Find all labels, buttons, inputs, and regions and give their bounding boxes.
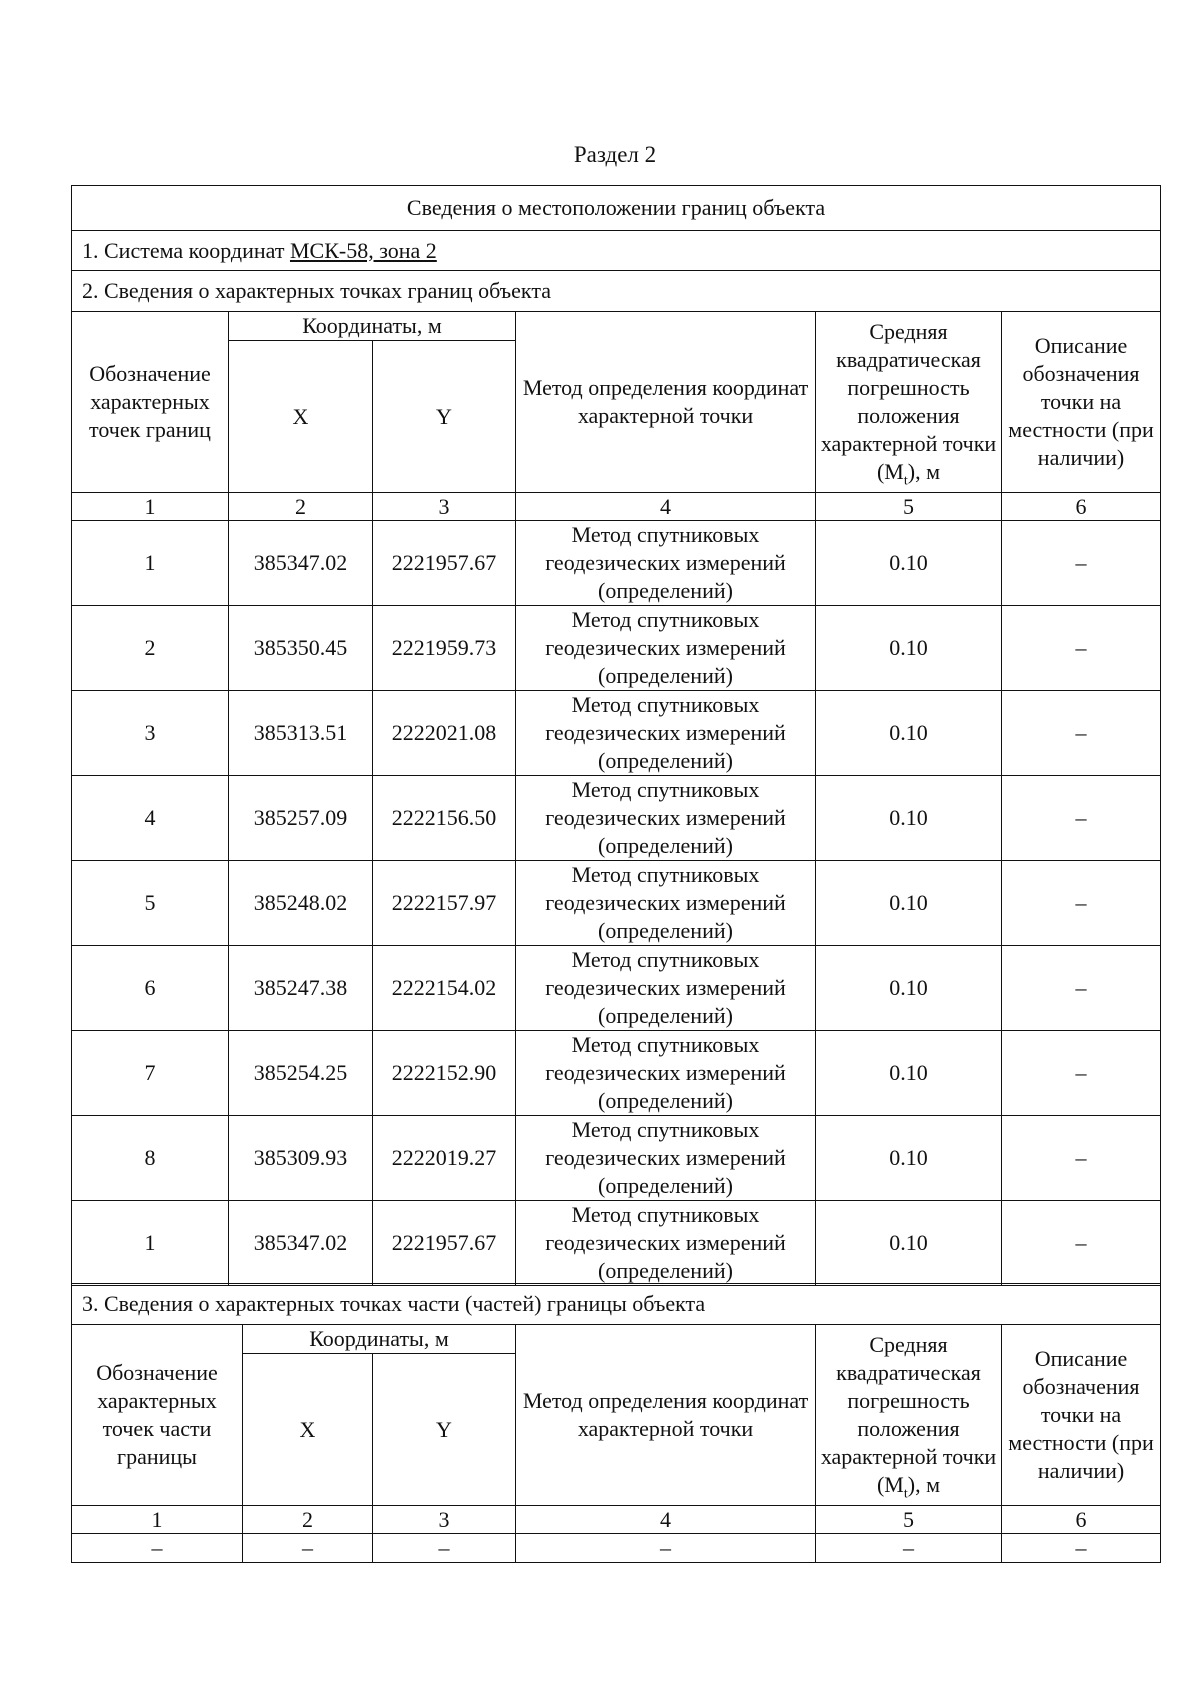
point-designation-cell: 1: [72, 1201, 229, 1286]
description-cell: –: [1002, 946, 1161, 1031]
point-designation-cell: 4: [72, 776, 229, 861]
column-number: 5: [816, 493, 1002, 521]
header-error: [816, 1325, 1002, 1506]
header-description: Описание обозначения точки на местности (при наличии): [1002, 312, 1161, 493]
description-cell: –: [1002, 1116, 1161, 1201]
header-error-subscript: t: [903, 473, 908, 489]
header-method: Метод определения координат характерной точки: [516, 312, 816, 493]
table-row: [72, 691, 1161, 776]
error-cell: 0.10: [816, 776, 1002, 861]
header-x: X: [229, 341, 373, 493]
table-row: [72, 1116, 1161, 1201]
method-cell: Метод спутниковых геодезических измерений (определений): [516, 606, 816, 691]
header-x: X: [243, 1354, 373, 1506]
x-coordinate-cell: 385313.51: [229, 691, 373, 776]
method-cell: Метод спутниковых геодезических измерений (определений): [516, 1116, 816, 1201]
table-row: [72, 1031, 1161, 1116]
table-row: [72, 521, 1161, 606]
table-row: [72, 861, 1161, 946]
point-designation-cell: 7: [72, 1031, 229, 1116]
y-coordinate-cell: 2221957.67: [373, 521, 516, 606]
description-cell: –: [1002, 691, 1161, 776]
y-coordinate-cell: 2221959.73: [373, 606, 516, 691]
column-number: 4: [516, 1506, 816, 1534]
column-number: 6: [1002, 493, 1161, 521]
error-cell: 0.10: [816, 861, 1002, 946]
method-cell: Метод спутниковых геодезических измерений (определений): [516, 776, 816, 861]
y-coordinate-cell: –: [373, 1534, 516, 1563]
part-section-title: 3. Сведения о характерных точках части (частей) границы объекта: [72, 1284, 1161, 1325]
column-number: 3: [373, 493, 516, 521]
header-coordinates: Координаты, м: [243, 1325, 516, 1354]
column-number: 6: [1002, 1506, 1161, 1534]
header-designation: Обозначение характерных точек части границы: [72, 1325, 243, 1506]
x-coordinate-cell: 385248.02: [229, 861, 373, 946]
header-error-tail: ), м: [907, 459, 941, 484]
x-coordinate-cell: 385309.93: [229, 1116, 373, 1201]
error-cell: 0.10: [816, 1201, 1002, 1286]
table-row: [72, 606, 1161, 691]
error-cell: 0.10: [816, 691, 1002, 776]
column-number: 4: [516, 493, 816, 521]
part-boundary-points-table: [71, 1283, 1161, 1563]
table-row: [72, 1201, 1161, 1286]
coordinate-system-value: МСК-58, зона 2: [289, 237, 437, 263]
point-designation-cell: –: [72, 1534, 243, 1563]
column-numbers-row: [72, 1506, 1161, 1534]
method-cell: Метод спутниковых геодезических измерений (определений): [516, 1031, 816, 1116]
column-numbers-row: [72, 493, 1161, 521]
point-designation-cell: 8: [72, 1116, 229, 1201]
column-number: 5: [816, 1506, 1002, 1534]
header-y: Y: [373, 1354, 516, 1506]
point-designation-cell: 3: [72, 691, 229, 776]
method-cell: Метод спутниковых геодезических измерений (определений): [516, 946, 816, 1031]
x-coordinate-cell: 385254.25: [229, 1031, 373, 1116]
y-coordinate-cell: 2222019.27: [373, 1116, 516, 1201]
header-coordinates: Координаты, м: [229, 312, 516, 341]
y-coordinate-cell: 2222154.02: [373, 946, 516, 1031]
x-coordinate-cell: 385347.02: [229, 521, 373, 606]
description-cell: –: [1002, 606, 1161, 691]
method-cell: –: [516, 1534, 816, 1563]
error-cell: 0.10: [816, 946, 1002, 1031]
header-method: Метод определения координат характерной точки: [516, 1325, 816, 1506]
method-cell: Метод спутниковых геодезических измерений (определений): [516, 691, 816, 776]
point-designation-cell: 6: [72, 946, 229, 1031]
column-number: 3: [373, 1506, 516, 1534]
table-row: [72, 946, 1161, 1031]
y-coordinate-cell: 2221957.67: [373, 1201, 516, 1286]
coordinate-system-row: [72, 231, 1161, 271]
y-coordinate-cell: 2222152.90: [373, 1031, 516, 1116]
table-row: [72, 1534, 1161, 1563]
x-coordinate-cell: 385257.09: [229, 776, 373, 861]
point-designation-cell: 5: [72, 861, 229, 946]
description-cell: –: [1002, 776, 1161, 861]
method-cell: Метод спутниковых геодезических измерений (определений): [516, 861, 816, 946]
header-designation: Обозначение характерных точек границ: [72, 312, 229, 493]
description-cell: –: [1002, 521, 1161, 606]
description-cell: –: [1002, 1201, 1161, 1286]
point-designation-cell: 1: [72, 521, 229, 606]
section-title: Раздел 2: [573, 142, 657, 167]
header-y: Y: [373, 341, 516, 493]
header-error: [816, 312, 1002, 493]
error-cell: 0.10: [816, 521, 1002, 606]
error-cell: 0.10: [816, 606, 1002, 691]
y-coordinate-cell: 2222157.97: [373, 861, 516, 946]
header-error-tail: ), м: [907, 1472, 941, 1497]
header-description: Описание обозначения точки на местности (при наличии): [1002, 1325, 1161, 1506]
description-cell: –: [1002, 1031, 1161, 1116]
description-cell: –: [1002, 861, 1161, 946]
y-coordinate-cell: 2222156.50: [373, 776, 516, 861]
error-cell: 0.10: [816, 1031, 1002, 1116]
header-error-subscript: t: [903, 1486, 908, 1502]
x-coordinate-cell: 385350.45: [229, 606, 373, 691]
error-cell: 0.10: [816, 1116, 1002, 1201]
x-coordinate-cell: –: [243, 1534, 373, 1563]
column-number: 1: [72, 493, 229, 521]
x-coordinate-cell: 385247.38: [229, 946, 373, 1031]
description-cell: –: [1002, 1534, 1161, 1563]
error-cell: –: [816, 1534, 1002, 1563]
column-number: 1: [72, 1506, 243, 1534]
method-cell: Метод спутниковых геодезических измерений (определений): [516, 521, 816, 606]
header-error-text: Средняя квадратическая погрешность положения характерной точки (M: [820, 319, 997, 484]
point-designation-cell: 2: [72, 606, 229, 691]
table-row: [72, 776, 1161, 861]
coordinate-system-label: 1. Система координат: [82, 237, 290, 263]
column-number: 2: [243, 1506, 373, 1534]
y-coordinate-cell: 2222021.08: [373, 691, 516, 776]
method-cell: Метод спутниковых геодезических измерений (определений): [516, 1201, 816, 1286]
boundary-points-table: [71, 185, 1161, 1286]
document-heading: Сведения о местоположении границ объекта: [72, 186, 1161, 231]
column-number: 2: [229, 493, 373, 521]
x-coordinate-cell: 385347.02: [229, 1201, 373, 1286]
points-section-title: 2. Сведения о характерных точках границ объекта: [72, 271, 1161, 312]
header-error-text: Средняя квадратическая погрешность положения характерной точки (M: [820, 1332, 997, 1497]
